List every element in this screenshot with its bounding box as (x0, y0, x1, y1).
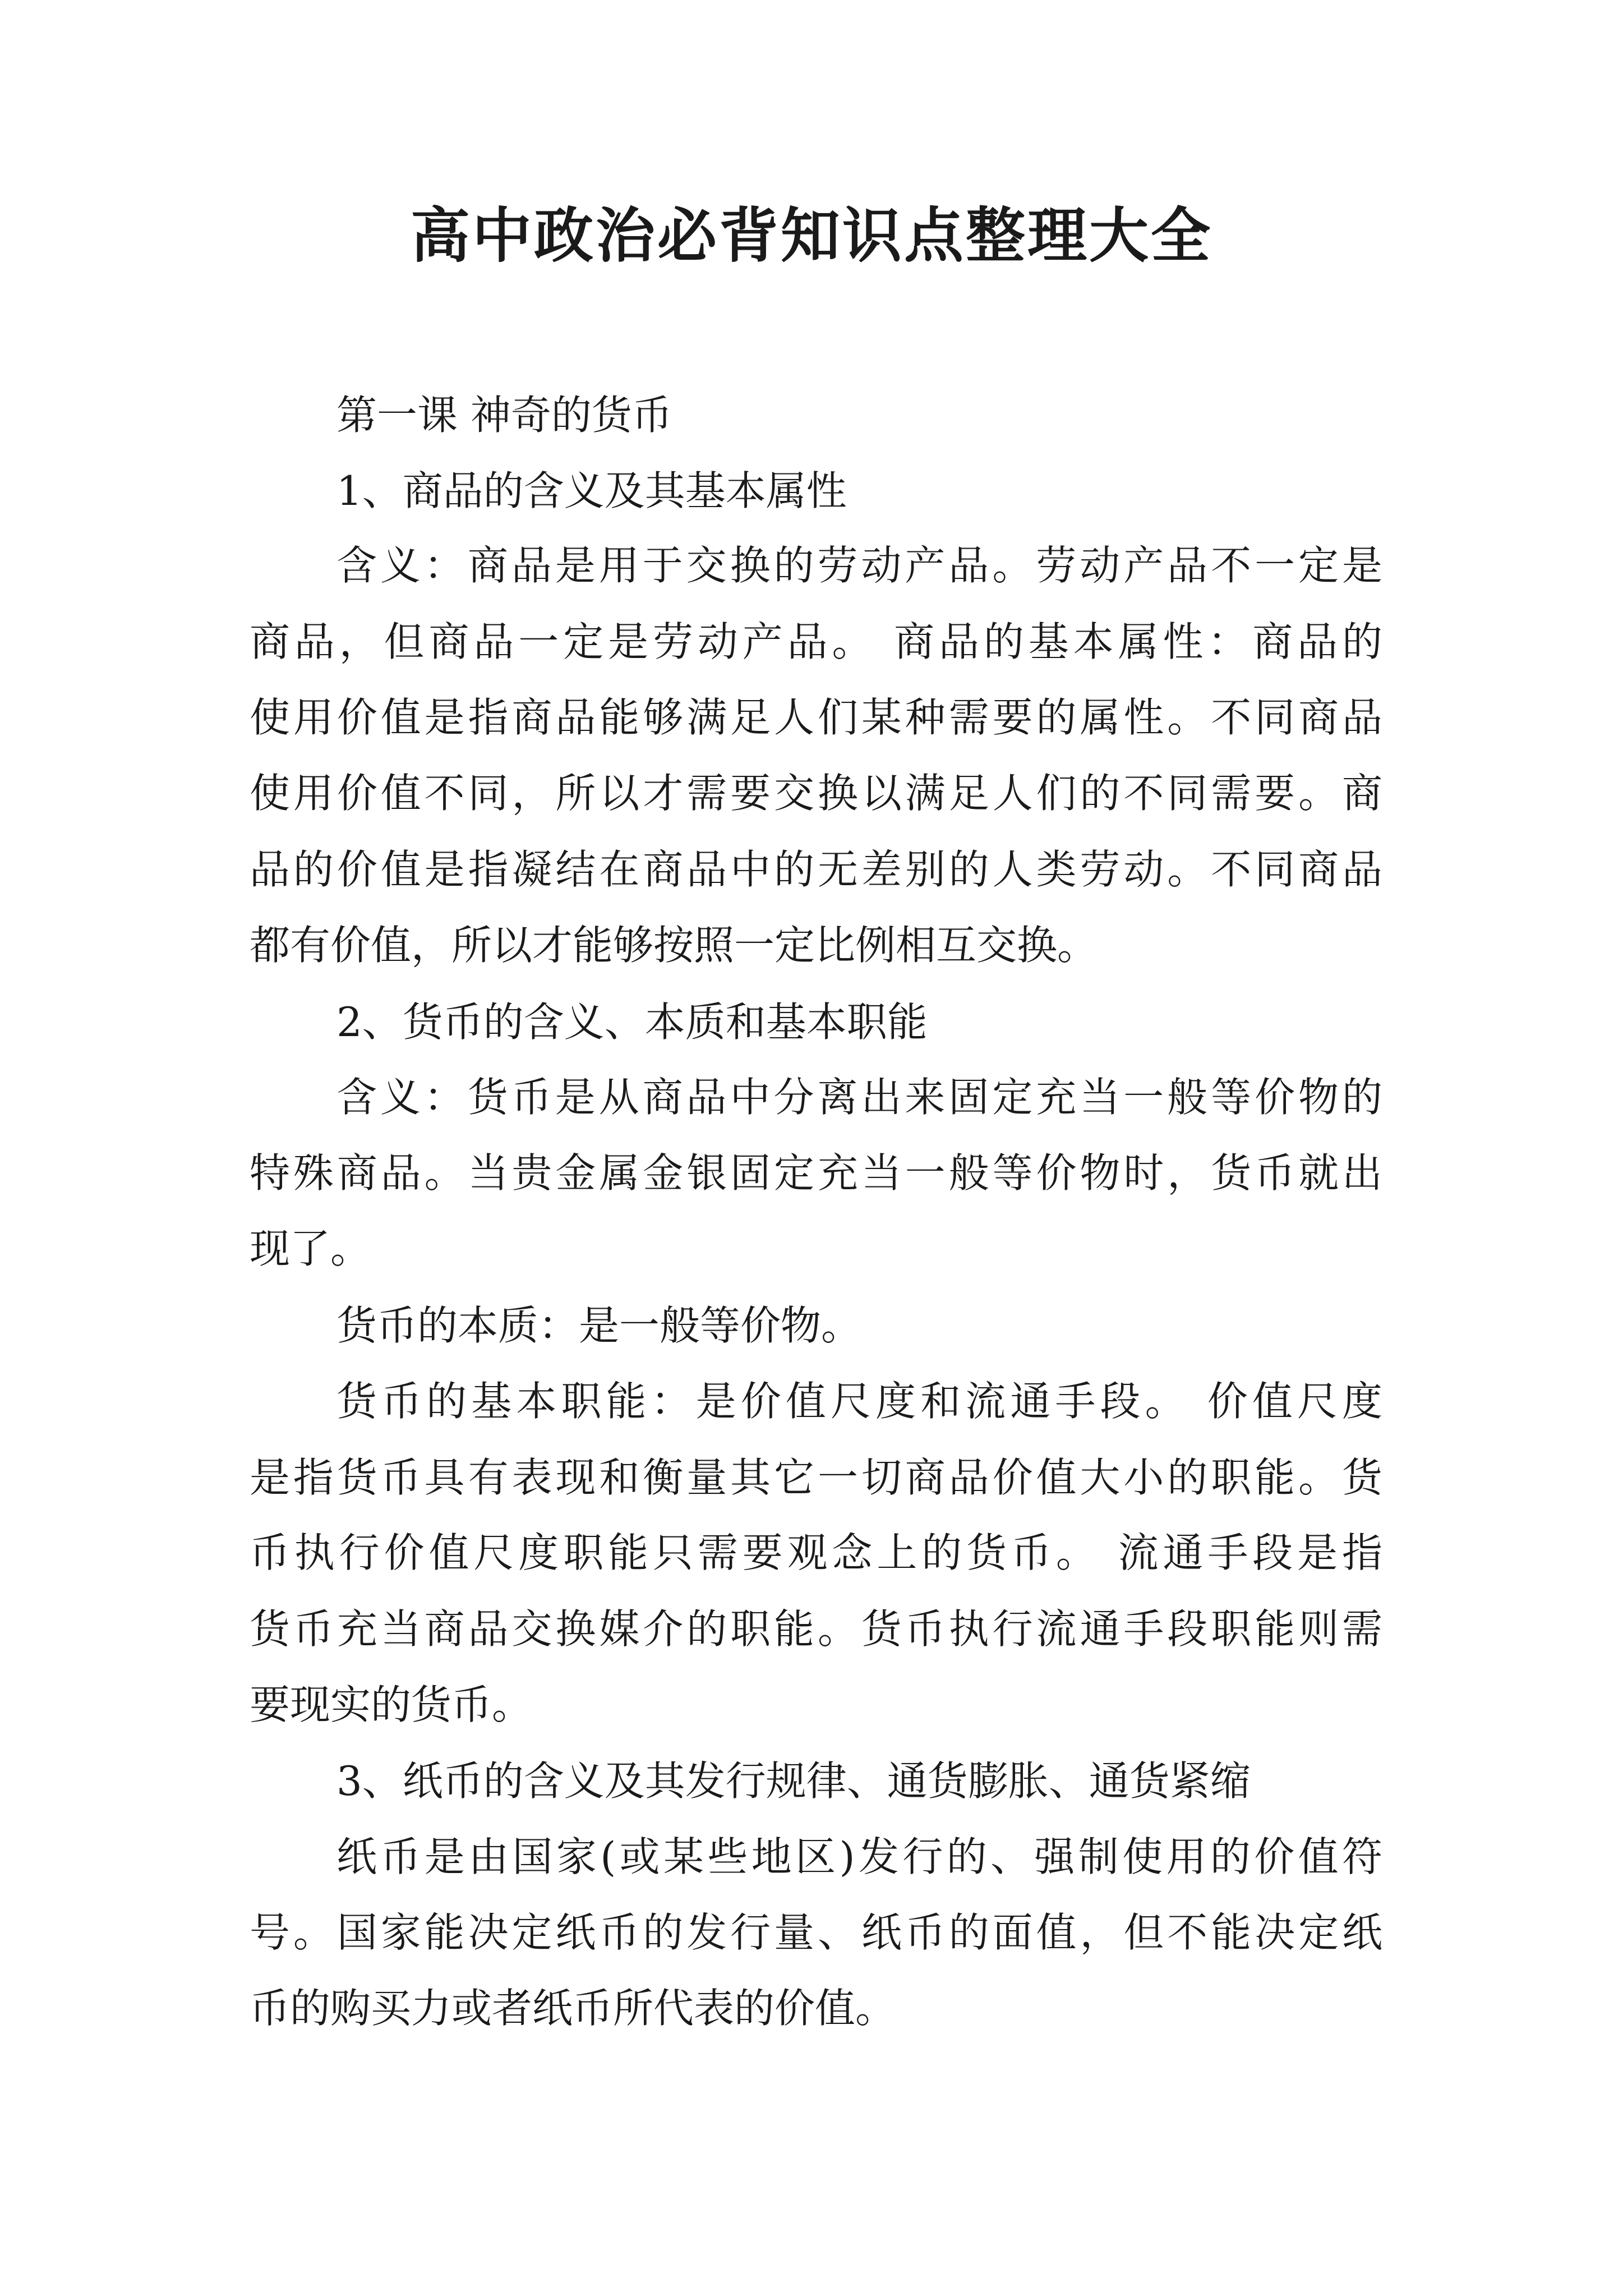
paragraph-line: 货币充当商品交换媒介的职能。货币执行流通手段职能则需 (250, 1605, 1382, 1653)
section-heading: 2、货币的含义、本质和基本职能 (336, 999, 928, 1046)
paragraph-line: 使用价值不同，所以才需要交换以满足人们的不同需要。商 (250, 770, 1382, 817)
paragraph-line: 纸币是由国家(或某些地区)发行的、强制使用的价值符 (336, 1833, 1382, 1880)
paragraph-line: 号。国家能决定纸币的发行量、纸币的面值，但不能决定纸 (250, 1909, 1382, 1956)
paragraph-line: 都有价值，所以才能够按照一定比例相互交换。 (250, 922, 1098, 969)
paragraph-line: 货币的基本职能：是价值尺度和流通手段。 价值尺度 (336, 1378, 1382, 1425)
section-heading: 3、纸币的含义及其发行规律、通货膨胀、通货紧缩 (336, 1757, 1251, 1805)
paragraph-line: 商品，但商品一定是劳动产品。 商品的基本属性：商品的 (250, 618, 1382, 665)
paragraph-line: 含义：货币是从商品中分离出来固定充当一般等价物的 (336, 1074, 1382, 1121)
paragraph-line: 使用价值是指商品能够满足人们某种需要的属性。不同商品 (250, 694, 1382, 741)
lesson-heading: 第一课 神奇的货币 (336, 392, 672, 439)
document-title: 高中政治必背知识点整理大全 (411, 200, 1212, 270)
paragraph-line: 含义：商品是用于交换的劳动产品。劳动产品不一定是 (336, 542, 1382, 589)
paragraph-line: 现了。 (250, 1225, 371, 1272)
paragraph-line: 币执行价值尺度职能只需要观念上的货币。 流通手段是指 (250, 1529, 1382, 1576)
paragraph-line: 要现实的货币。 (250, 1681, 533, 1728)
paragraph-line: 是指货币具有表现和衡量其它一切商品价值大小的职能。货 (250, 1454, 1382, 1501)
section-heading: 1、商品的含义及其基本属性 (336, 467, 847, 514)
paragraph-line: 特殊商品。当贵金属金银固定充当一般等价物时，货币就出 (250, 1149, 1382, 1197)
paragraph-line: 品的价值是指凝结在商品中的无差别的人类劳动。不同商品 (250, 846, 1382, 893)
paragraph-line: 币的购买力或者纸币所代表的价值。 (250, 1985, 896, 2032)
paragraph-line: 货币的本质：是一般等价物。 (336, 1302, 862, 1349)
